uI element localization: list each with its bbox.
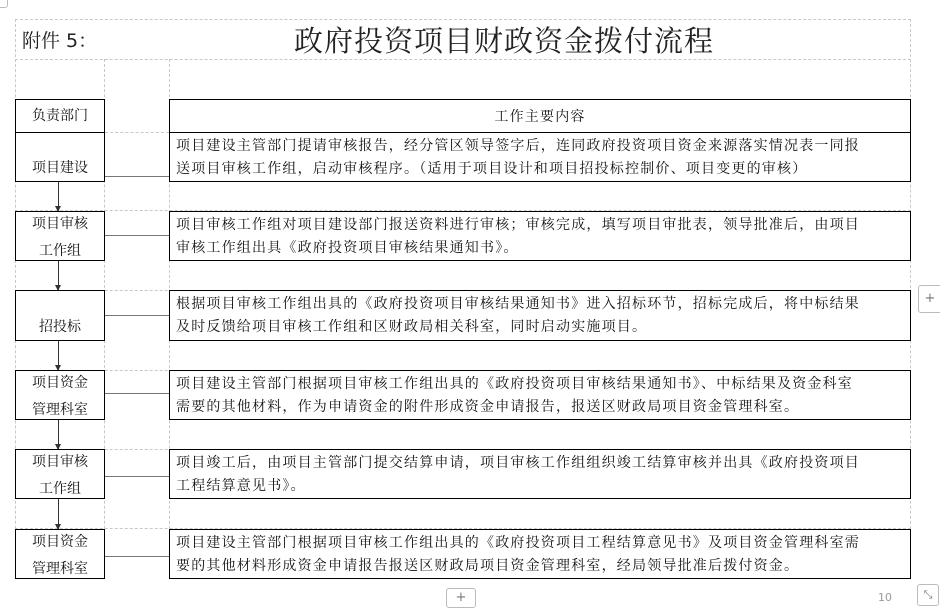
content-box-step-6[interactable] xyxy=(169,529,911,579)
connector-line xyxy=(105,315,169,316)
content-box-step-5[interactable] xyxy=(169,449,911,499)
column-header-department: 负责部门 xyxy=(15,99,105,133)
content-line: 项目建设主管部门根据项目审核工作组出具的《政府投资项目工程结算意见书》及项目资金管理科室需 xyxy=(176,535,860,551)
add-row-button[interactable]: + xyxy=(446,588,476,608)
connector-line xyxy=(105,176,169,177)
content-line: 项目审核工作组对项目建设部门报送资料进行审核；审核完成，填写项目审批表，领导批准后，由项目 xyxy=(176,217,860,233)
content-box-step-4[interactable] xyxy=(169,370,911,420)
expand-icon[interactable]: ⤡ xyxy=(917,584,939,606)
page-number: 10 xyxy=(878,591,892,604)
flow-arrow-down-icon xyxy=(58,499,59,529)
department-box-project-construction[interactable] xyxy=(15,132,105,182)
content-line: 项目竣工后，由项目主管部门提交结算申请，项目审核工作组组织竣工结算审核并出具《政府投资项目 xyxy=(176,455,860,471)
column-header-content: 工作主要内容 xyxy=(169,99,911,133)
connector-line xyxy=(105,393,169,394)
department-box-fund-management-payment[interactable] xyxy=(15,529,105,579)
department-label-line: 项目建设 xyxy=(32,160,88,176)
department-label-line: 项目资金 xyxy=(32,375,88,391)
content-line: 根据项目审核工作组出具的《政府投资项目审核结果通知书》进入招标环节，招标完成后，将中标结果 xyxy=(176,296,860,312)
attachment-label: 附件 5： xyxy=(22,30,98,52)
department-label-line xyxy=(16,133,104,155)
flow-arrow-down-icon xyxy=(58,341,59,370)
content-line: 需要的其他材料，作为申请资金的附件形成资金申请报告，报送区财政局项目资金管理科室。 xyxy=(176,399,800,415)
department-label-line: 项目审核 xyxy=(32,454,88,470)
content-line: 项目建设主管部门提请审核报告，经分管区领导签字后，连同政府投资项目资金来源落实情况表一同报 xyxy=(176,138,860,154)
department-box-review-group-settlement[interactable] xyxy=(15,449,105,499)
department-box-review-group[interactable] xyxy=(15,211,105,261)
content-line: 项目建设主管部门根据项目审核工作组出具的《政府投资项目审核结果通知书》、中标结果及资金科室 xyxy=(176,376,853,392)
department-box-fund-management[interactable] xyxy=(15,370,105,420)
department-box-bidding[interactable] xyxy=(15,290,105,341)
department-label-line: 项目审核 xyxy=(32,216,88,232)
department-label-line: 管理科室 xyxy=(32,402,88,418)
grid-line xyxy=(105,132,169,133)
content-box-step-1[interactable] xyxy=(169,132,911,182)
content-line: 及时反馈给项目审核工作组和区财政局相关科室，同时启动实施项目。 xyxy=(176,319,648,335)
flow-arrow-down-icon xyxy=(58,420,59,449)
department-label-line: 工作组 xyxy=(39,243,81,259)
connector-line xyxy=(105,476,169,477)
content-line: 审核工作组出具《政府投资项目审核结果通知书》。 xyxy=(176,240,519,256)
connector-line xyxy=(105,556,169,557)
content-line: 送项目审核工作组，启动审核程序。（适用于项目设计和项目招投标控制价、项目变更的审核） xyxy=(176,161,808,177)
department-label-line: 项目资金 xyxy=(32,534,88,550)
flow-arrow-down-icon xyxy=(58,261,59,290)
page-title: 政府投资项目财政资金拨付流程 xyxy=(294,24,715,58)
flow-arrow-down-icon xyxy=(58,182,59,211)
content-line: 要的其他材料形成资金申请报告报送区财政局项目资金管理科室，经局领导批准后拨付资金。 xyxy=(176,558,800,574)
content-line: 工程结算意见书》。 xyxy=(176,478,306,494)
add-column-button[interactable]: + xyxy=(918,285,940,313)
department-label-line: 工作组 xyxy=(39,481,81,497)
content-box-step-3[interactable] xyxy=(169,290,911,341)
connector-line xyxy=(105,235,169,236)
department-label-line: 管理科室 xyxy=(32,561,88,577)
department-label-line: 招投标 xyxy=(39,319,81,335)
department-label-line xyxy=(16,291,104,313)
content-box-step-2[interactable] xyxy=(169,211,911,261)
corner-handle[interactable] xyxy=(0,0,8,8)
